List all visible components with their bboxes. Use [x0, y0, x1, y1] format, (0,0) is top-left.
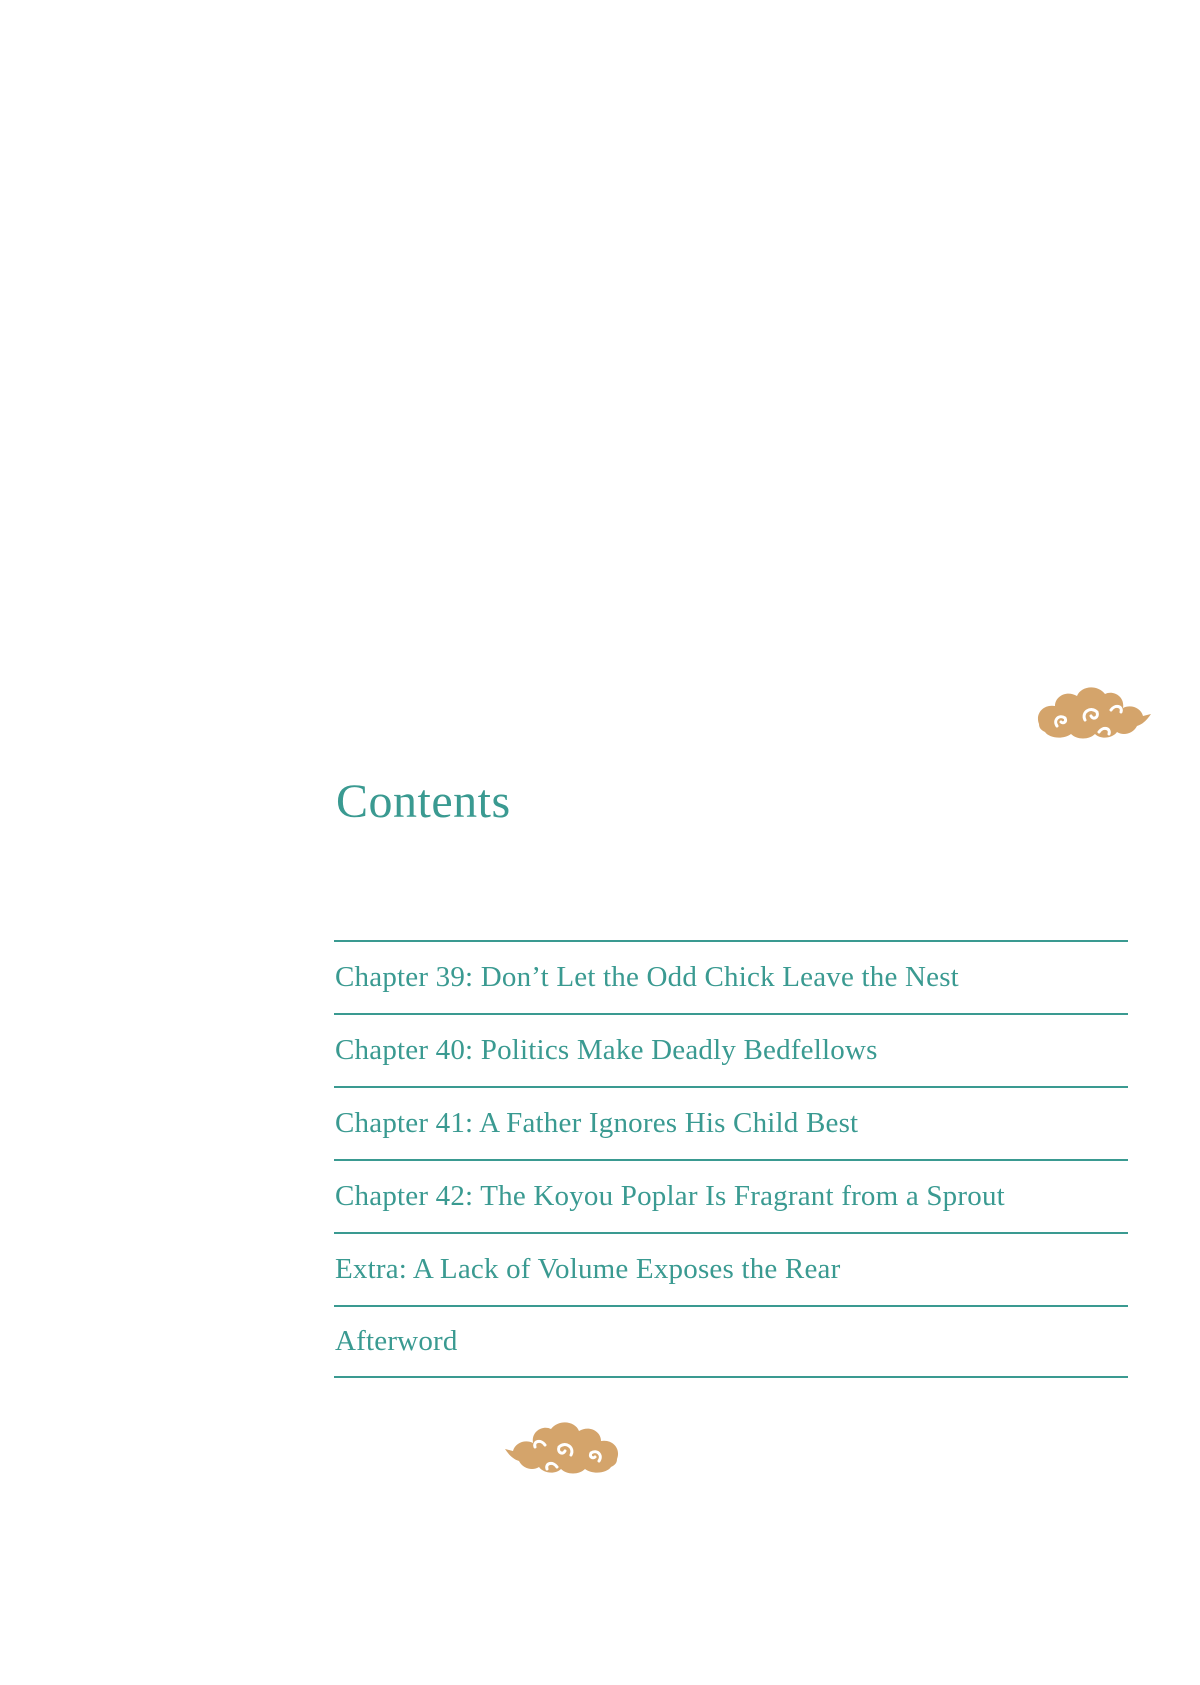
toc-entry-label[interactable]: Chapter 41: A Father Ignores His Child Best	[335, 1107, 859, 1139]
toc-entry-chapter-41[interactable]	[334, 1088, 1128, 1161]
page-title: Contents	[336, 775, 511, 828]
cloud-ornament-icon	[1033, 680, 1153, 742]
toc-entry-chapter-40[interactable]	[334, 1015, 1128, 1088]
toc-entry-chapter-39[interactable]	[334, 942, 1128, 1015]
toc-entry-label[interactable]: Chapter 42: The Koyou Poplar Is Fragrant from a Sprout	[335, 1180, 1005, 1212]
toc-entry-label[interactable]: Extra: A Lack of Volume Exposes the Rear	[335, 1253, 841, 1285]
toc-entry-afterword[interactable]	[334, 1307, 1128, 1378]
cloud-ornament-icon	[503, 1415, 623, 1477]
toc-entry-chapter-42[interactable]	[334, 1161, 1128, 1234]
toc-entry-label[interactable]: Afterword	[335, 1325, 458, 1357]
toc-entry-label[interactable]: Chapter 40: Politics Make Deadly Bedfellows	[335, 1034, 878, 1066]
toc-entry-extra[interactable]	[334, 1234, 1128, 1307]
toc-entry-label[interactable]: Chapter 39: Don’t Let the Odd Chick Leave the Nest	[335, 961, 959, 993]
table-of-contents	[334, 940, 1128, 1378]
